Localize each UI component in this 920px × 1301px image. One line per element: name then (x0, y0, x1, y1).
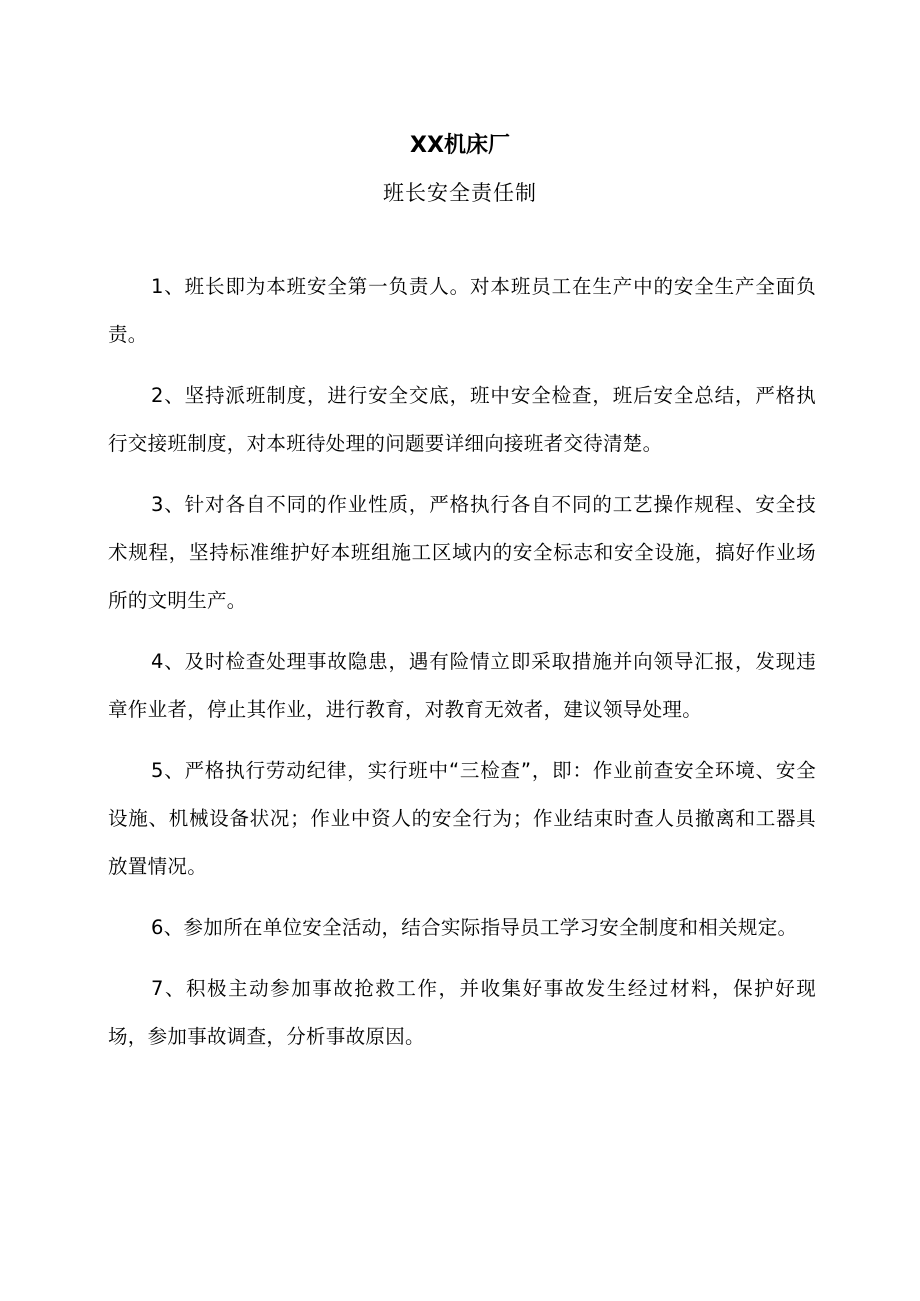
clause-3: 3、针对各自不同的作业性质，严格执行各自不同的工艺操作规程、安全技术规程，坚持标准维护好本班组施工区域内的安全标志和安全设施，搞好作业场所的文明生产。 (108, 493, 816, 612)
clause-5: 5、严格执行劳动纪律，实行班中“三检查”，即：作业前查安全环境、安全设施、机械设备状况；作业中资人的安全行为；作业结束时查人员撤离和工器具放置情况。 (108, 759, 816, 878)
clause-4: 4、及时检查处理事故隐患，遇有险情立即采取措施并向领导汇报，发现违章作业者，停止其作业，进行教育，对教育无效者，建议领导处理。 (108, 650, 816, 721)
clause-1: 1、班长即为本班安全第一负责人。对本班员工在生产中的安全生产全面负责。 (108, 275, 816, 346)
clause-2: 2、坚持派班制度，进行安全交底，班中安全检查，班后安全总结，严格执行交接班制度，对本班待处理的问题要详细向接班者交待清楚。 (108, 384, 816, 455)
clause-7: 7、积极主动参加事故抢救工作，并收集好事故发生经过材料，保护好现场，参加事故调查，分析事故原因。 (108, 977, 816, 1048)
document-header (0, 128, 920, 211)
document-title: 班长安全责任制 (383, 181, 537, 205)
clause-6: 6、参加所在单位安全活动，结合实际指导员工学习安全制度和相关规定。 (151, 916, 798, 939)
document-body (108, 263, 816, 1074)
org-title: XX机床厂 (410, 133, 510, 158)
